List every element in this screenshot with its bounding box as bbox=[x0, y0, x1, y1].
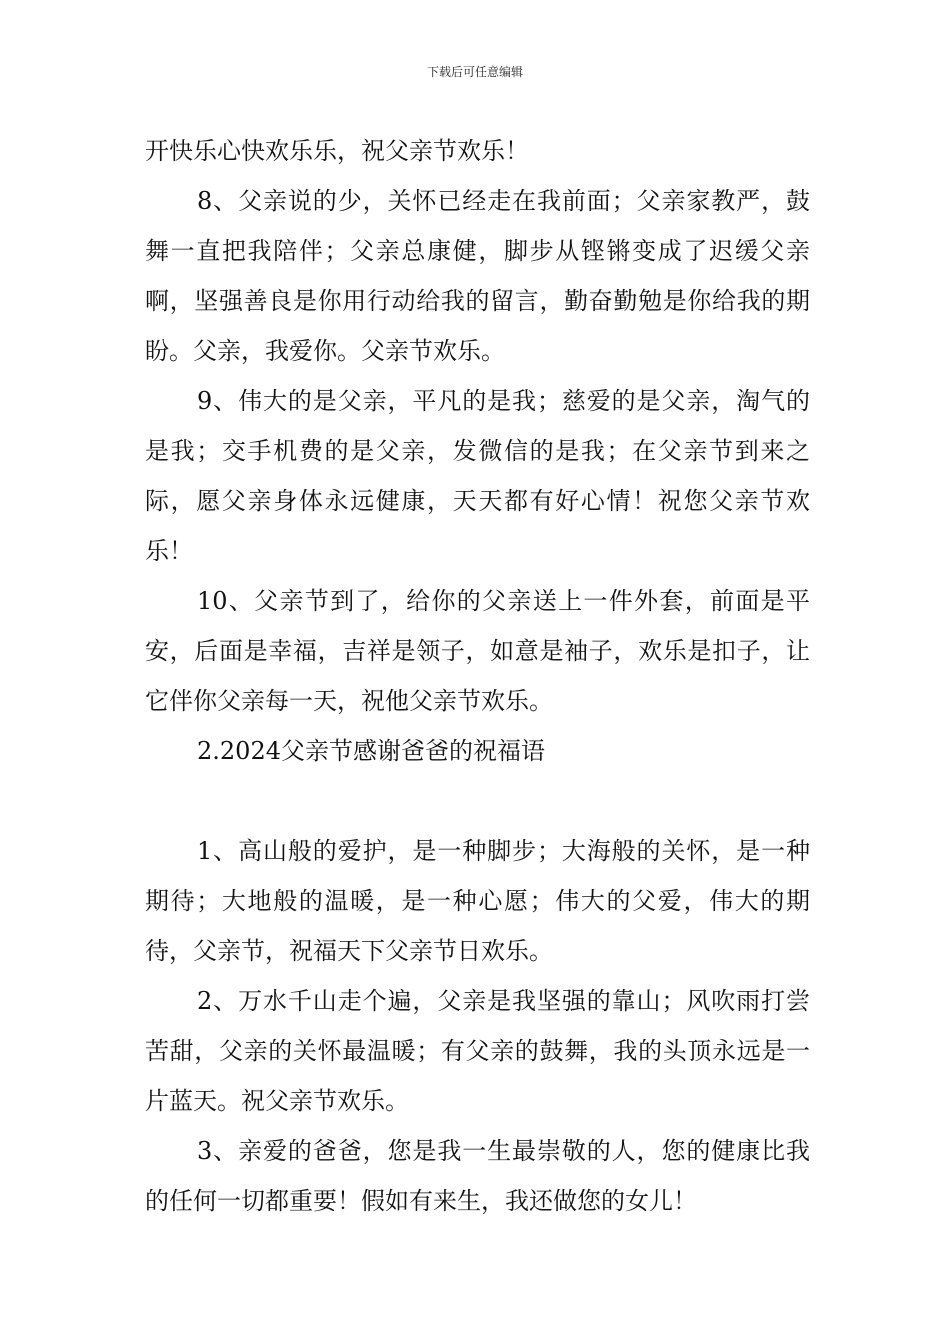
page-header-note: 下载后可任意编辑 bbox=[426, 65, 523, 79]
blank-line bbox=[145, 776, 810, 826]
paragraph-item-10: 10、父亲节到了，给你的父亲送上一件外套，前面是平安，后面是幸福，吉祥是领子，如意是袖子，欢乐是扣子，让它伴你父亲每一天，祝他父亲节欢乐。 bbox=[145, 587, 810, 715]
paragraph-item-3: 3、亲爱的爸爸，您是我一生最崇敬的人，您的健康比我的任何一切都重要！假如有来生，我还做您的女儿！ bbox=[145, 1137, 810, 1215]
paragraph-item-2: 2、万水千山走个遍，父亲是我坚强的靠山；风吹雨打尝苦甜，父亲的关怀最温暖；有父亲的鼓舞，我的头顶永远是一片蓝天。祝父亲节欢乐。 bbox=[145, 987, 810, 1115]
document-body bbox=[145, 126, 810, 1226]
section-heading: 2.2024父亲节感谢爸爸的祝福语 bbox=[197, 737, 545, 765]
paragraph-continued: 开快乐心快欢乐乐，祝父亲节欢乐！ bbox=[145, 137, 529, 165]
paragraph-item-1: 1、高山般的爱护，是一种脚步；大海般的关怀，是一种期待；大地般的温暖，是一种心愿；伟大的父爱，伟大的期待，父亲节，祝福天下父亲节日欢乐。 bbox=[145, 837, 810, 965]
paragraph-item-8: 8、父亲说的少，关怀已经走在我前面；父亲家教严，鼓舞一直把我陪伴；父亲总康健，脚步从铿锵变成了迟缓父亲啊，坚强善良是你用行动给我的留言，勤奋勤勉是你给我的期盼。父亲，我爱你。父亲节欢乐。 bbox=[145, 187, 810, 365]
paragraph-item-9: 9、伟大的是父亲，平凡的是我；慈爱的是父亲，淘气的是我；交手机费的是父亲，发微信的是我；在父亲节到来之际，愿父亲身体永远健康，天天都有好心情！祝您父亲节欢乐！ bbox=[145, 387, 810, 565]
